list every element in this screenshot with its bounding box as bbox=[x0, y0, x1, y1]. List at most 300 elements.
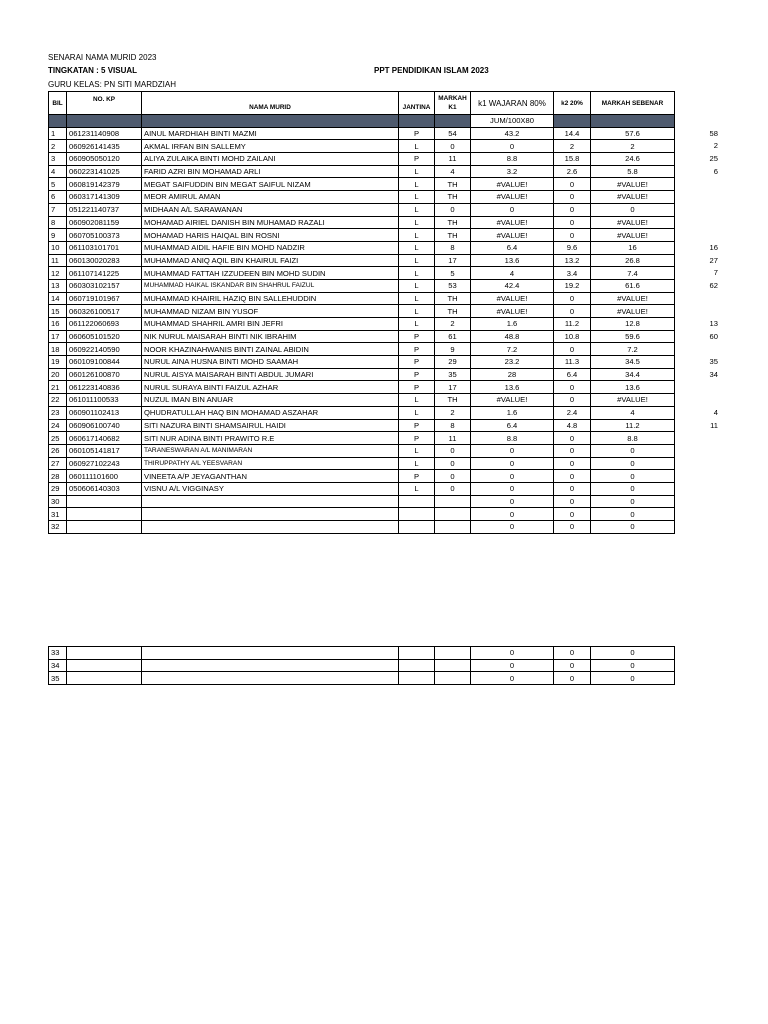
markah-sebenar: #VALUE! bbox=[591, 229, 675, 242]
k1-weighted: 0 bbox=[471, 508, 554, 521]
gender: L bbox=[399, 318, 435, 331]
k2-mark: 0 bbox=[554, 178, 591, 191]
k2-mark: 0 bbox=[554, 521, 591, 534]
markah-k1 bbox=[435, 495, 471, 508]
k2-mark: 4.8 bbox=[554, 419, 591, 432]
id-number: 060111101600 bbox=[67, 470, 142, 483]
k1-weighted: 8.8 bbox=[471, 153, 554, 166]
student-name: MUHAMMAD AIDIL HAFIE BIN MOHD NADZIR bbox=[142, 241, 399, 254]
table-row bbox=[49, 647, 675, 660]
markah-sebenar: #VALUE! bbox=[591, 216, 675, 229]
k1-weighted: 3.2 bbox=[471, 165, 554, 178]
table-row bbox=[49, 178, 675, 191]
gender: P bbox=[399, 470, 435, 483]
table-row bbox=[49, 216, 675, 229]
student-name: ALIYA ZULAIKA BINTI MOHD ZAILANI bbox=[142, 153, 399, 166]
student-name: NURUL AINA HUSNA BINTI MOHD SAAMAH bbox=[142, 356, 399, 369]
student-name: MUHAMMAD ANIQ AQIL BIN KHAIRUL FAIZI bbox=[142, 254, 399, 267]
id-number: 060902081159 bbox=[67, 216, 142, 229]
markah-k1 bbox=[435, 508, 471, 521]
gender: L bbox=[399, 482, 435, 495]
markah-k1: TH bbox=[435, 292, 471, 305]
markah-sebenar: 0 bbox=[591, 470, 675, 483]
row-number: 10 bbox=[49, 241, 67, 254]
id-number: 050606140303 bbox=[67, 482, 142, 495]
k1-weighted: 0 bbox=[471, 672, 554, 685]
id-number: 060927102243 bbox=[67, 457, 142, 470]
rounded-mark bbox=[680, 190, 718, 203]
k2-mark: 2 bbox=[554, 140, 591, 153]
k1-weighted: #VALUE! bbox=[471, 394, 554, 407]
gender bbox=[399, 495, 435, 508]
markah-sebenar: 7.2 bbox=[591, 343, 675, 356]
gender: L bbox=[399, 140, 435, 153]
markah-k1: 29 bbox=[435, 356, 471, 369]
rounded-mark bbox=[680, 342, 718, 355]
rounded-mark bbox=[680, 228, 718, 241]
markah-k1 bbox=[435, 521, 471, 534]
id-number: 060130020283 bbox=[67, 254, 142, 267]
rounded-mark: 6 bbox=[713, 167, 718, 176]
gender: L bbox=[399, 203, 435, 216]
gender: L bbox=[399, 267, 435, 280]
k2-mark: 0 bbox=[554, 305, 591, 318]
markah-k1: 11 bbox=[435, 153, 471, 166]
id-number: 060617140682 bbox=[67, 432, 142, 445]
k1-weighted: 28 bbox=[471, 368, 554, 381]
col-markah-label: MARKAH bbox=[438, 95, 467, 102]
row-number: 27 bbox=[49, 457, 67, 470]
table-row bbox=[49, 203, 675, 216]
markah-k1: 0 bbox=[435, 140, 471, 153]
gender: L bbox=[399, 292, 435, 305]
k1-weighted: 0 bbox=[471, 521, 554, 534]
markah-sebenar: 0 bbox=[591, 457, 675, 470]
k2-mark: 9.6 bbox=[554, 241, 591, 254]
k1-weighted: 0 bbox=[471, 647, 554, 660]
k1-weighted: 0 bbox=[471, 203, 554, 216]
k1-weighted: 7.2 bbox=[471, 343, 554, 356]
k2-mark: 0 bbox=[554, 647, 591, 660]
gender: L bbox=[399, 279, 435, 292]
col-nokp: NO. KP bbox=[67, 92, 142, 115]
markah-sebenar: 16 bbox=[591, 241, 675, 254]
id-number bbox=[67, 659, 142, 672]
student-name: VISNU A/L VIGGINASY bbox=[142, 482, 399, 495]
gender: L bbox=[399, 165, 435, 178]
student-name: AINUL MARDHIAH BINTI MAZMI bbox=[142, 127, 399, 140]
rounded-mark bbox=[680, 507, 718, 520]
rounded-mark: 4 bbox=[713, 408, 718, 417]
k2-mark: 10.8 bbox=[554, 330, 591, 343]
rounded-mark bbox=[680, 380, 718, 393]
markah-sebenar: 0 bbox=[591, 444, 675, 457]
table-row bbox=[49, 444, 675, 457]
k2-mark: 0 bbox=[554, 495, 591, 508]
table-row bbox=[49, 394, 675, 407]
student-name bbox=[142, 508, 399, 521]
row-number: 21 bbox=[49, 381, 67, 394]
gender: P bbox=[399, 127, 435, 140]
markah-k1: 4 bbox=[435, 165, 471, 178]
gender: L bbox=[399, 254, 435, 267]
id-number: 061107141225 bbox=[67, 267, 142, 280]
markah-k1: 2 bbox=[435, 406, 471, 419]
id-number: 061231140908 bbox=[67, 127, 142, 140]
table-row bbox=[49, 305, 675, 318]
table-row bbox=[49, 659, 675, 672]
table-row bbox=[49, 330, 675, 343]
student-name: TARANESWARAN A/L MANIMARAN bbox=[142, 444, 399, 457]
k2-mark: 2.6 bbox=[554, 165, 591, 178]
row-number: 3 bbox=[49, 153, 67, 166]
id-number: 051221140737 bbox=[67, 203, 142, 216]
student-name bbox=[142, 647, 399, 660]
student-name: FARID AZRI BIN MOHAMAD ARLI bbox=[142, 165, 399, 178]
id-number: 060109100844 bbox=[67, 356, 142, 369]
k1-weighted: 43.2 bbox=[471, 127, 554, 140]
subject-title: PPT PENDIDIKAN ISLAM 2023 bbox=[374, 66, 489, 75]
k2-mark: 0 bbox=[554, 381, 591, 394]
table-row bbox=[49, 495, 675, 508]
k1-weighted: 6.4 bbox=[471, 419, 554, 432]
table-row bbox=[49, 241, 675, 254]
gender bbox=[399, 672, 435, 685]
rounded-mark bbox=[680, 177, 718, 190]
col-jantina: JANTINA bbox=[399, 92, 435, 115]
markah-k1 bbox=[435, 659, 471, 672]
k2-mark: 0 bbox=[554, 216, 591, 229]
id-number: 060705100373 bbox=[67, 229, 142, 242]
k2-mark: 0 bbox=[554, 482, 591, 495]
markah-sebenar: 0 bbox=[591, 508, 675, 521]
rounded-mark: 58 bbox=[709, 129, 718, 138]
id-number: 060303102157 bbox=[67, 279, 142, 292]
markah-sebenar: 24.6 bbox=[591, 153, 675, 166]
rounded-mark: 11 bbox=[710, 421, 718, 430]
table-row bbox=[49, 457, 675, 470]
extra-rows-table bbox=[48, 646, 675, 685]
markah-sebenar: 57.6 bbox=[591, 127, 675, 140]
markah-sebenar: 12.8 bbox=[591, 318, 675, 331]
markah-k1: TH bbox=[435, 191, 471, 204]
row-number: 33 bbox=[49, 647, 67, 660]
markah-sebenar: 2 bbox=[591, 140, 675, 153]
id-number: 060901102413 bbox=[67, 406, 142, 419]
row-number: 26 bbox=[49, 444, 67, 457]
row-number: 15 bbox=[49, 305, 67, 318]
k2-mark: 15.8 bbox=[554, 153, 591, 166]
markah-k1: 8 bbox=[435, 241, 471, 254]
table-row bbox=[49, 482, 675, 495]
student-name: SITI NAZURA BINTI SHAMSAIRUL HAIDI bbox=[142, 419, 399, 432]
markah-k1: 53 bbox=[435, 279, 471, 292]
row-number: 4 bbox=[49, 165, 67, 178]
markah-k1: 0 bbox=[435, 203, 471, 216]
markah-k1: TH bbox=[435, 216, 471, 229]
row-number: 31 bbox=[49, 508, 67, 521]
markah-k1: 8 bbox=[435, 419, 471, 432]
student-name bbox=[142, 521, 399, 534]
table-row bbox=[49, 318, 675, 331]
row-number: 20 bbox=[49, 368, 67, 381]
extra-student-rows bbox=[49, 647, 675, 685]
table-row bbox=[49, 153, 675, 166]
row-number: 24 bbox=[49, 419, 67, 432]
id-number: 060926141435 bbox=[67, 140, 142, 153]
k1-weighted: 0 bbox=[471, 482, 554, 495]
row-number: 35 bbox=[49, 672, 67, 685]
rounded-mark bbox=[680, 482, 718, 495]
markah-k1: TH bbox=[435, 394, 471, 407]
k1-weighted: 1.6 bbox=[471, 406, 554, 419]
student-name bbox=[142, 495, 399, 508]
markah-sebenar: 0 bbox=[591, 495, 675, 508]
table-row bbox=[49, 419, 675, 432]
table-row bbox=[49, 508, 675, 521]
gender: L bbox=[399, 457, 435, 470]
student-name bbox=[142, 659, 399, 672]
table-row bbox=[49, 356, 675, 369]
k2-mark: 0 bbox=[554, 470, 591, 483]
rounded-mark: 2 bbox=[713, 141, 718, 150]
id-number: 060317141309 bbox=[67, 191, 142, 204]
row-number: 22 bbox=[49, 394, 67, 407]
student-name: THIRUPPATHY A/L YEESVARAN bbox=[142, 457, 399, 470]
student-name: MEGAT SAIFUDDIN BIN MEGAT SAIFUL NIZAM bbox=[142, 178, 399, 191]
id-number bbox=[67, 508, 142, 521]
row-number: 25 bbox=[49, 432, 67, 445]
col-markah-k1 bbox=[435, 92, 471, 115]
gender: P bbox=[399, 419, 435, 432]
student-name: MIDHAAN A/L SARAWANAN bbox=[142, 203, 399, 216]
markah-sebenar: 13.6 bbox=[591, 381, 675, 394]
gender: L bbox=[399, 229, 435, 242]
gender: L bbox=[399, 406, 435, 419]
table-row bbox=[49, 191, 675, 204]
gender: L bbox=[399, 216, 435, 229]
k2-mark: 0 bbox=[554, 191, 591, 204]
markah-sebenar: 26.8 bbox=[591, 254, 675, 267]
markah-k1: 17 bbox=[435, 381, 471, 394]
markah-sebenar: 0 bbox=[591, 672, 675, 685]
row-number: 2 bbox=[49, 140, 67, 153]
k2-mark: 0 bbox=[554, 672, 591, 685]
k1-weighted: 1.6 bbox=[471, 318, 554, 331]
gender bbox=[399, 508, 435, 521]
markah-sebenar: 0 bbox=[591, 647, 675, 660]
id-number: 060922140590 bbox=[67, 343, 142, 356]
markah-sebenar: 11.2 bbox=[591, 419, 675, 432]
col-k1-label: K1 bbox=[448, 104, 457, 111]
k2-mark: 0 bbox=[554, 229, 591, 242]
k2-mark: 14.4 bbox=[554, 127, 591, 140]
student-name: MUHAMMAD SHAHRIL AMRI BIN JEFRI bbox=[142, 318, 399, 331]
row-number: 14 bbox=[49, 292, 67, 305]
id-number bbox=[67, 647, 142, 660]
k2-mark: 0 bbox=[554, 444, 591, 457]
id-number: 061122060693 bbox=[67, 318, 142, 331]
col-markah-sebenar: MARKAH SEBENAR bbox=[591, 92, 675, 115]
row-number: 32 bbox=[49, 521, 67, 534]
row-number: 7 bbox=[49, 203, 67, 216]
gender: P bbox=[399, 432, 435, 445]
id-number: 060126100870 bbox=[67, 368, 142, 381]
k2-mark: 3.4 bbox=[554, 267, 591, 280]
markah-sebenar: #VALUE! bbox=[591, 191, 675, 204]
student-name: VINEETA A/P JEYAGANTHAN bbox=[142, 470, 399, 483]
k1-weighted: 0 bbox=[471, 140, 554, 153]
gender: L bbox=[399, 178, 435, 191]
row-number: 6 bbox=[49, 191, 67, 204]
id-number: 060819142379 bbox=[67, 178, 142, 191]
gender: P bbox=[399, 368, 435, 381]
id-number: 060223141025 bbox=[67, 165, 142, 178]
row-number: 34 bbox=[49, 659, 67, 672]
rounded-mark: 25 bbox=[709, 154, 718, 163]
markah-sebenar: 4 bbox=[591, 406, 675, 419]
rounded-mark: 27 bbox=[709, 256, 718, 265]
id-number: 061223140836 bbox=[67, 381, 142, 394]
markah-sebenar: 59.6 bbox=[591, 330, 675, 343]
tingkatan-label: TINGKATAN : 5 VISUAL bbox=[48, 66, 138, 75]
k2-mark: 0 bbox=[554, 432, 591, 445]
markah-sebenar: 0 bbox=[591, 659, 675, 672]
markah-k1: 9 bbox=[435, 343, 471, 356]
gender: P bbox=[399, 153, 435, 166]
id-number: 060326100517 bbox=[67, 305, 142, 318]
rounded-mark: 13 bbox=[709, 319, 718, 328]
k1-weighted: #VALUE! bbox=[471, 229, 554, 242]
col-k1-wajaran: k1 WAJARAN 80% bbox=[471, 92, 554, 115]
k1-weighted: 0 bbox=[471, 457, 554, 470]
id-number: 060105141817 bbox=[67, 444, 142, 457]
gender: L bbox=[399, 241, 435, 254]
student-name: NURUL SURAYA BINTI FAIZUL AZHAR bbox=[142, 381, 399, 394]
markah-k1: 11 bbox=[435, 432, 471, 445]
row-number: 23 bbox=[49, 406, 67, 419]
table-row bbox=[49, 343, 675, 356]
table-row bbox=[49, 381, 675, 394]
table-row bbox=[49, 127, 675, 140]
table-row bbox=[49, 521, 675, 534]
markah-k1: 35 bbox=[435, 368, 471, 381]
k2-mark: 0 bbox=[554, 203, 591, 216]
markah-k1: 0 bbox=[435, 482, 471, 495]
markah-k1: TH bbox=[435, 178, 471, 191]
markah-k1: 2 bbox=[435, 318, 471, 331]
table-row bbox=[49, 140, 675, 153]
student-name: SITI NUR ADINA BINTI PRAWITO R.E bbox=[142, 432, 399, 445]
k1-weighted: 0 bbox=[471, 470, 554, 483]
k1-weighted: 0 bbox=[471, 495, 554, 508]
k1-weighted: #VALUE! bbox=[471, 305, 554, 318]
guru-kelas-label: GURU KELAS: PN SITI MARDZIAH bbox=[48, 80, 177, 89]
k1-weighted: 13.6 bbox=[471, 381, 554, 394]
row-number: 8 bbox=[49, 216, 67, 229]
row-number: 13 bbox=[49, 279, 67, 292]
rounded-mark bbox=[680, 431, 718, 444]
row-number: 9 bbox=[49, 229, 67, 242]
k1-weighted: #VALUE! bbox=[471, 292, 554, 305]
table-row bbox=[49, 368, 675, 381]
markah-k1: TH bbox=[435, 305, 471, 318]
row-number: 18 bbox=[49, 343, 67, 356]
student-name: MOHAMAD HARIS HAIQAL BIN ROSNI bbox=[142, 229, 399, 242]
k2-mark: 6.4 bbox=[554, 368, 591, 381]
rounded-mark bbox=[680, 469, 718, 482]
markah-k1: 0 bbox=[435, 457, 471, 470]
k1-weighted: #VALUE! bbox=[471, 178, 554, 191]
k2-mark: 0 bbox=[554, 457, 591, 470]
gender bbox=[399, 647, 435, 660]
student-name: NOOR KHAZINAHWANIS BINTI ZAINAL ABIDIN bbox=[142, 343, 399, 356]
markah-sebenar: 61.6 bbox=[591, 279, 675, 292]
markah-k1 bbox=[435, 672, 471, 685]
student-name: NUZUL IMAN BIN ANUAR bbox=[142, 394, 399, 407]
k2-mark: 0 bbox=[554, 508, 591, 521]
k1-weighted: #VALUE! bbox=[471, 191, 554, 204]
markah-sebenar: 34.5 bbox=[591, 356, 675, 369]
k1-weighted: #VALUE! bbox=[471, 216, 554, 229]
table-row bbox=[49, 165, 675, 178]
rounded-mark: 7 bbox=[713, 268, 718, 277]
k1-weighted: 8.8 bbox=[471, 432, 554, 445]
rounded-mark: 35 bbox=[709, 357, 718, 366]
id-number: 060905050120 bbox=[67, 153, 142, 166]
markah-k1: 54 bbox=[435, 127, 471, 140]
student-name: MUHAMMAD KHAIRIL HAZIQ BIN SALLEHUDDIN bbox=[142, 292, 399, 305]
markah-sebenar: 34.4 bbox=[591, 368, 675, 381]
student-name: MUHAMMAD HAIKAL ISKANDAR BIN SHAHRUL FAIZUL bbox=[142, 279, 399, 292]
k1-weighted: 48.8 bbox=[471, 330, 554, 343]
rounded-mark bbox=[680, 203, 718, 216]
k2-mark: 0 bbox=[554, 394, 591, 407]
k1-weighted: 23.2 bbox=[471, 356, 554, 369]
k2-mark: 13.2 bbox=[554, 254, 591, 267]
student-name: MOHAMAD AIRIEL DANISH BIN MUHAMAD RAZALI bbox=[142, 216, 399, 229]
student-name: AKMAL IRFAN BIN SALLEMY bbox=[142, 140, 399, 153]
markah-sebenar: #VALUE! bbox=[591, 305, 675, 318]
table-row bbox=[49, 267, 675, 280]
table-row bbox=[49, 432, 675, 445]
row-number: 1 bbox=[49, 127, 67, 140]
markah-k1: 5 bbox=[435, 267, 471, 280]
rounded-mark bbox=[680, 520, 718, 533]
gender: L bbox=[399, 444, 435, 457]
markah-k1: 17 bbox=[435, 254, 471, 267]
column-header-row bbox=[49, 92, 675, 115]
row-number: 17 bbox=[49, 330, 67, 343]
markah-sebenar: #VALUE! bbox=[591, 394, 675, 407]
markah-k1: 61 bbox=[435, 330, 471, 343]
row-number: 30 bbox=[49, 495, 67, 508]
student-marks-table bbox=[48, 91, 675, 534]
k1-weighted: 42.4 bbox=[471, 279, 554, 292]
id-number: 061011100533 bbox=[67, 394, 142, 407]
rounded-mark bbox=[680, 393, 718, 406]
table-row bbox=[49, 470, 675, 483]
row-number: 12 bbox=[49, 267, 67, 280]
gender bbox=[399, 659, 435, 672]
gender: P bbox=[399, 356, 435, 369]
id-number bbox=[67, 672, 142, 685]
k2-mark: 0 bbox=[554, 659, 591, 672]
gender: P bbox=[399, 330, 435, 343]
gender: L bbox=[399, 191, 435, 204]
gender: P bbox=[399, 381, 435, 394]
id-number bbox=[67, 495, 142, 508]
